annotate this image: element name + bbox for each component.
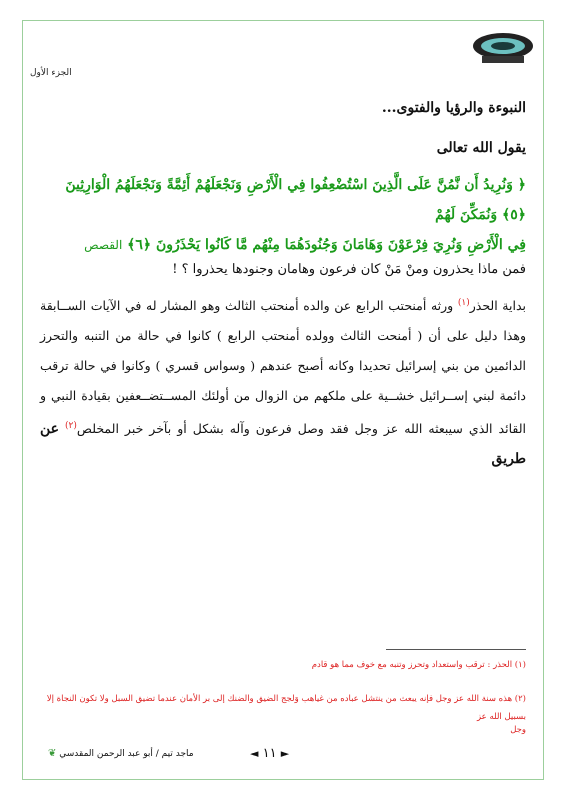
body-tail: عن طريق: [40, 421, 526, 468]
next-page-arrow-icon[interactable]: ►: [280, 747, 290, 760]
body-paragraph: [40, 288, 526, 474]
author-name: ماجد تيم / أبو عبد الرحمن المقدسي: [59, 749, 194, 759]
logo-icon: [468, 26, 538, 68]
verse-line-2-text: فِي الْأَرْضِ وَنُرِيَ فِرْعَوْنَ وَهَامَانَ وَجُنُودَهُمَا مِنْهُم مَّا كَانُوا يَحْذَرُونَ ﴿٦﴾: [127, 237, 526, 253]
footnote-1: (١) الحذر : ترقب واستعداد وتحرز وتنبه مع خوف مما هو قادم: [311, 660, 526, 670]
footnote-mark-2[interactable]: (٢): [65, 421, 77, 432]
page-number: ١١: [262, 746, 277, 761]
leaf-icon: ❦: [48, 748, 57, 759]
body-start: بداية الحذر: [469, 298, 526, 314]
body-text: ورثه أمنحتب الرابع عن والده أمنحتب الثالث وهو المشار له في الآيات الســابقة وهذا دليل على أن ( أمنحت الثالث وولده أمنحتب الرابع ) كانوا في حالة من التنبه والتحرز الدائمين من بني إسرائيل تحديدا وكانه أصبح عندهم ( وسواس قسري ) وكانوا في حالة ترقب دائمة لبني إســرائيل خشــية على ملكهم من الزوال من أولئك المســتضــعفين بقيادة النبي و القائد الذي سيبعثه الله عز وجل فقد وصل فرعون وآله بشكل أو بآخر خبر المخلص: [40, 298, 526, 437]
footnote-2-continued: وجل: [510, 725, 526, 735]
subheading: يقول الله تعالى: [436, 140, 526, 156]
prev-page-arrow-icon[interactable]: ◄: [250, 747, 259, 760]
verse-line-2: [40, 230, 526, 260]
footnote-mark-1[interactable]: (١): [457, 298, 470, 308]
footnote-2: (٢) هذه سنة الله عز وجل فإنه يبعث من ينتشل عباده من غياهب وَلجج الضيق والضنك إلى بر الأمان عندما تضيق السبل ولا تكون النجاة إلا بسبيل الله عز: [46, 694, 526, 722]
section-title: النبوءة والرؤيا والفتوى...: [381, 100, 526, 116]
footnote-divider: [386, 649, 526, 650]
page-footer: [22, 746, 544, 780]
quran-verse: [40, 170, 526, 260]
running-head: الجزء الأول: [30, 68, 72, 78]
verse-line-1: ﴿ وَنُرِيدُ أَن نَّمُنَّ عَلَى الَّذِينَ اسْتُضْعِفُوا فِي الْأَرْضِ وَنَجْعَلَهُمْ أَئِمَّةً وَنَجْعَلَهُمُ الْوَارِثِينَ ﴿٥﴾ وَنُمَكِّنَ لَهُمْ: [65, 177, 526, 223]
question-line: فمن ماذا يحذرون ومنْ مَنْ كان فرعون وهامان وجنودها يحذروا ؟ !: [172, 262, 526, 277]
author-credit: [48, 748, 194, 759]
verse-reference: القصص: [84, 238, 123, 252]
pager: [250, 746, 289, 761]
